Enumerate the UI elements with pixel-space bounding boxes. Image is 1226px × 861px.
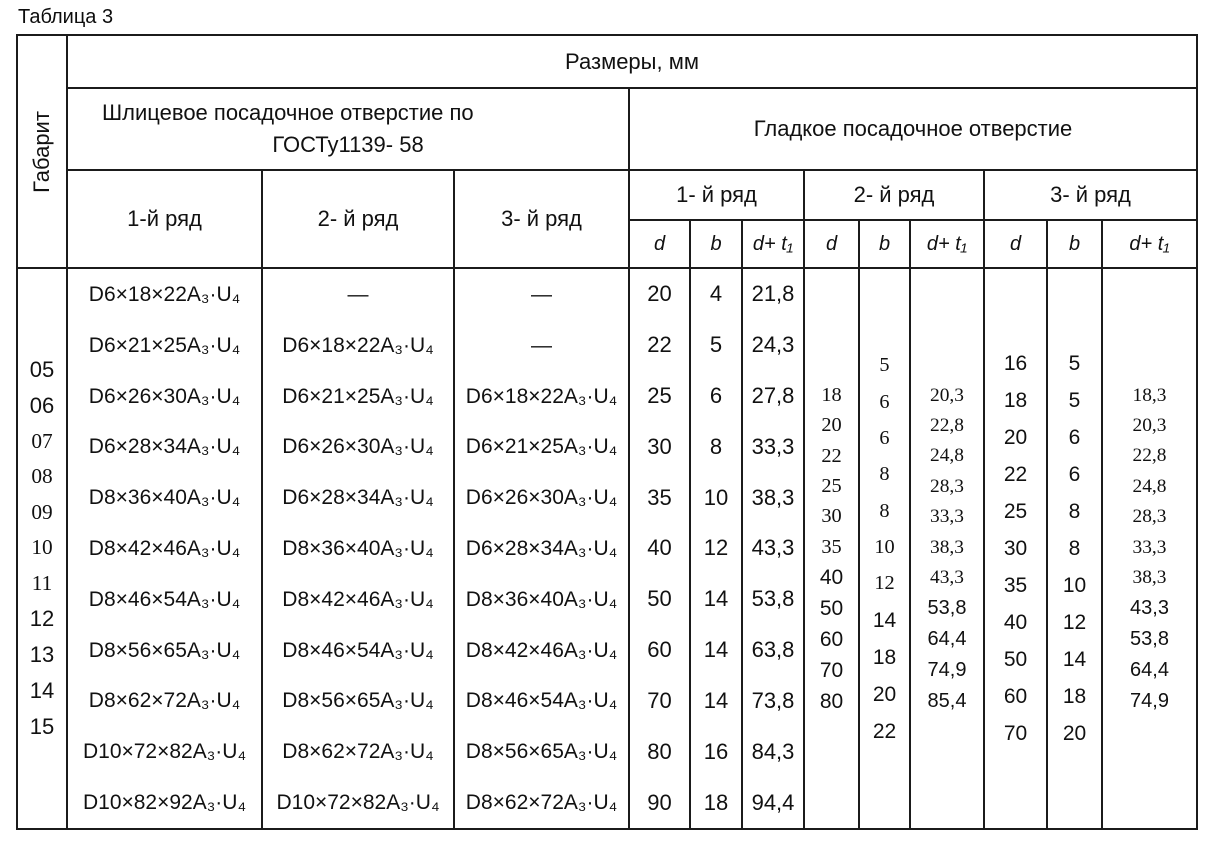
gabarit-label: Габарит xyxy=(29,110,55,193)
b-value: 18 xyxy=(1062,685,1087,708)
b-value: 5 xyxy=(879,354,890,377)
b-value: 20 xyxy=(872,682,897,706)
spline-designation: D8×42×46A₃·U₄ xyxy=(282,587,434,611)
dt-value: 73,8 xyxy=(751,687,795,713)
spline-designation: D8×42×46A₃·U₄ xyxy=(465,638,618,662)
smooth3-b-header: b xyxy=(1048,221,1103,269)
dt-value: 24,8 xyxy=(930,445,964,467)
dt-value: 53,8 xyxy=(927,597,967,620)
gabarit-value: 15 xyxy=(29,713,55,739)
spline-designation: D6×21×25A₃·U₄ xyxy=(465,435,618,459)
gabarit-value: 10 xyxy=(31,535,53,560)
d-value: 35 xyxy=(647,484,672,510)
dt-value: 94,4 xyxy=(751,789,795,815)
dt-value: 63,8 xyxy=(751,637,795,663)
spline-designation: D8×62×72A₃·U₄ xyxy=(282,740,434,764)
dt-value: 20,3 xyxy=(1132,414,1167,436)
smooth-section-title: Гладкое посадочное отверстие xyxy=(630,89,1196,171)
d-value: 18 xyxy=(821,383,842,406)
dt-value: 38,3 xyxy=(930,536,964,558)
smooth3-dt-header: d+ t₁ xyxy=(1103,221,1196,269)
spline-row2-header: 2- й ряд xyxy=(263,171,455,269)
dt-value: 64,4 xyxy=(1130,659,1169,682)
smooth1-d-header: d xyxy=(630,221,691,269)
b-value: 10 xyxy=(874,536,895,559)
dt-value: 74,9 xyxy=(1130,690,1169,713)
dt-value: 24,3 xyxy=(751,332,795,358)
b-value: 10 xyxy=(703,484,729,510)
smooth1-b-list xyxy=(691,269,743,828)
b-value: 14 xyxy=(872,608,897,632)
d-value: 20 xyxy=(647,281,672,307)
smooth1-dt-header: d+ t₁ xyxy=(743,221,805,269)
gabarit-value: 06 xyxy=(29,393,55,419)
b-value: 6 xyxy=(879,390,890,413)
spline-designation: D6×28×34A₃·U₄ xyxy=(465,536,618,560)
d-value: 35 xyxy=(1003,574,1028,597)
b-value: 14 xyxy=(1062,648,1087,671)
b-value: 6 xyxy=(879,426,890,449)
smooth1-d-list xyxy=(630,269,691,828)
gabarit-value: 12 xyxy=(29,605,55,631)
gabarit-value: 11 xyxy=(31,570,53,595)
b-value: 14 xyxy=(703,687,729,713)
spline-designation: — xyxy=(531,333,552,357)
dt-value: 22,8 xyxy=(930,414,964,436)
spline-row1-header: 1-й ряд xyxy=(68,171,263,269)
spline-designation: D8×46×54A₃·U₄ xyxy=(465,689,618,713)
d-value: 60 xyxy=(1003,685,1028,708)
d-value: 20 xyxy=(821,414,842,437)
spline-designation: D8×36×40A₃·U₄ xyxy=(88,486,241,510)
spline-designation: D6×28×34A₃·U₄ xyxy=(282,486,434,510)
spline-title-line1: Шлицевое посадочное отверстие по xyxy=(102,100,474,125)
spline-designation: D6×21×25A₃·U₄ xyxy=(282,384,434,408)
spline-designation: D8×46×54A₃·U₄ xyxy=(88,587,241,611)
dt-value: 22,8 xyxy=(1132,445,1167,467)
spline-row1-list xyxy=(68,269,263,828)
spline-row3-list xyxy=(455,269,630,828)
gabarit-value: 14 xyxy=(29,677,55,703)
spline-designation: D6×28×34A₃·U₄ xyxy=(88,435,241,459)
dt-value: 33,3 xyxy=(1132,536,1167,558)
dt-value: 28,3 xyxy=(930,475,964,497)
smooth2-b-list xyxy=(860,269,911,828)
smooth3-d-header: d xyxy=(985,221,1048,269)
d-value: 40 xyxy=(647,535,672,561)
d-value: 30 xyxy=(647,433,672,459)
d-value: 35 xyxy=(821,535,842,558)
d-value: 16 xyxy=(1003,352,1028,375)
spline-designation: D10×82×92A₃·U₄ xyxy=(82,791,247,815)
smooth-row3-header: 3- й ряд xyxy=(985,171,1196,221)
b-value: 12 xyxy=(1062,611,1087,634)
d-value: 90 xyxy=(647,789,672,815)
spline-designation: D6×26×30A₃·U₄ xyxy=(465,486,618,510)
d-value: 30 xyxy=(821,505,842,528)
spline-designation: D10×72×82A₃·U₄ xyxy=(276,791,440,815)
d-value: 25 xyxy=(821,475,842,497)
smooth-row1-header: 1- й ряд xyxy=(630,171,805,221)
spline-designation: D6×21×25A₃·U₄ xyxy=(88,333,241,357)
dt-value: 28,3 xyxy=(1132,506,1167,528)
dt-value: 84,3 xyxy=(751,738,795,764)
spline-designation: D8×36×40A₃·U₄ xyxy=(282,536,434,560)
dt-value: 38,3 xyxy=(1132,567,1167,589)
dt-value: 43,3 xyxy=(930,567,964,589)
d-value: 22 xyxy=(821,444,842,467)
spline-designation: D8×62×72A₃·U₄ xyxy=(465,791,618,815)
d-value: 80 xyxy=(647,738,672,764)
b-value: 8 xyxy=(1068,500,1081,523)
dt-value: 18,3 xyxy=(1132,384,1167,406)
b-value: 4 xyxy=(709,281,723,307)
d-value: 50 xyxy=(647,586,672,612)
b-value: 8 xyxy=(879,499,890,522)
spline-designation: D6×26×30A₃·U₄ xyxy=(88,384,241,408)
dt-value: 64,4 xyxy=(927,628,967,651)
d-value: 70 xyxy=(647,687,672,713)
dt-value: 53,8 xyxy=(751,586,795,612)
d-value: 50 xyxy=(1003,648,1028,671)
b-value: 20 xyxy=(1062,722,1087,745)
b-value: 18 xyxy=(703,789,729,815)
smooth2-b-header: b xyxy=(860,221,911,269)
smooth3-b-list xyxy=(1048,269,1103,828)
gabarit-value: 05 xyxy=(29,357,55,383)
b-value: 6 xyxy=(1068,463,1081,486)
d-value: 70 xyxy=(1003,722,1028,745)
dt-value: 43,3 xyxy=(1130,597,1169,620)
spline-designation: D8×56×65A₃·U₄ xyxy=(88,638,241,662)
d-value: 40 xyxy=(819,566,844,590)
d-value: 25 xyxy=(1003,500,1028,523)
spline-designation: D8×46×54A₃·U₄ xyxy=(282,638,434,662)
spline-designation: D8×56×65A₃·U₄ xyxy=(282,689,434,713)
dt-value: 20,3 xyxy=(930,384,964,406)
spline-section-title xyxy=(68,89,630,171)
b-value: 18 xyxy=(872,645,897,669)
smooth1-dt-list xyxy=(743,269,805,828)
gabarit-value: 08 xyxy=(31,464,53,489)
dt-value: 21,8 xyxy=(751,281,795,307)
dt-value: 27,8 xyxy=(751,383,795,409)
b-value: 16 xyxy=(703,738,729,764)
dt-value: 38,3 xyxy=(751,484,795,510)
b-value: 14 xyxy=(703,586,729,612)
dt-value: 33,3 xyxy=(751,433,795,459)
b-value: 6 xyxy=(709,383,723,409)
spline-designation: — xyxy=(347,282,369,306)
b-value: 12 xyxy=(703,535,729,561)
smooth1-b-header: b xyxy=(691,221,743,269)
smooth2-dt-list xyxy=(911,269,985,828)
spline-designation: D6×18×22A₃·U₄ xyxy=(282,333,434,357)
b-value: 14 xyxy=(703,637,729,663)
spline-designation: D8×36×40A₃·U₄ xyxy=(465,587,618,611)
gabarit-value: 13 xyxy=(29,641,55,667)
b-value: 5 xyxy=(1068,389,1081,412)
gabarit-value: 09 xyxy=(31,499,53,524)
d-value: 80 xyxy=(819,690,844,714)
gabarit-header-cell xyxy=(18,36,68,269)
b-value: 5 xyxy=(1068,352,1081,375)
spline-designation: D8×56×65A₃·U₄ xyxy=(465,740,618,764)
smooth-row2-header: 2- й ряд xyxy=(805,171,985,221)
d-value: 30 xyxy=(1003,537,1028,560)
dt-value: 33,3 xyxy=(930,506,964,528)
d-value: 22 xyxy=(1003,463,1028,486)
b-value: 22 xyxy=(872,719,897,743)
spline-designation: D8×62×72A₃·U₄ xyxy=(88,689,241,713)
d-value: 40 xyxy=(1003,611,1028,634)
spline-designation: — xyxy=(531,282,552,306)
b-value: 8 xyxy=(1068,537,1081,560)
d-value: 25 xyxy=(647,383,672,409)
d-value: 50 xyxy=(819,597,844,621)
dt-value: 74,9 xyxy=(927,659,967,682)
spline-designation: D8×42×46A₃·U₄ xyxy=(88,536,241,560)
b-value: 8 xyxy=(879,463,890,486)
spline-designation: D6×18×22A₃·U₄ xyxy=(88,282,241,306)
smooth2-d-header: d xyxy=(805,221,860,269)
spline-row2-list xyxy=(263,269,455,828)
spline-designation: D10×72×82A₃·U₄ xyxy=(82,740,247,764)
spline-title-line2: ГОСТу1139- 58 xyxy=(272,132,424,157)
spline-designation: D6×26×30A₃·U₄ xyxy=(282,435,434,459)
sizes-header: Размеры, мм xyxy=(68,36,1196,89)
b-value: 8 xyxy=(709,433,723,459)
b-value: 6 xyxy=(1068,426,1081,449)
d-value: 70 xyxy=(819,659,844,683)
data-table xyxy=(16,34,1198,830)
smooth2-dt-header: d+ t₁ xyxy=(911,221,985,269)
d-value: 60 xyxy=(819,628,844,652)
smooth3-d-list xyxy=(985,269,1048,828)
b-value: 12 xyxy=(874,572,895,595)
spline-row3-header: 3- й ряд xyxy=(455,171,630,269)
b-value: 10 xyxy=(1062,574,1087,597)
d-value: 60 xyxy=(647,637,672,663)
b-value: 5 xyxy=(709,332,723,358)
dt-value: 24,8 xyxy=(1132,475,1167,497)
gabarit-value: 07 xyxy=(31,429,53,454)
dt-value: 53,8 xyxy=(1130,628,1169,651)
gabarit-values-list xyxy=(18,269,68,828)
smooth2-d-list xyxy=(805,269,860,828)
smooth3-dt-list xyxy=(1103,269,1196,828)
d-value: 22 xyxy=(647,332,672,358)
d-value: 20 xyxy=(1003,426,1028,449)
spline-designation: D6×18×22A₃·U₄ xyxy=(465,384,618,408)
dt-value: 43,3 xyxy=(751,535,795,561)
dt-value: 85,4 xyxy=(927,690,967,713)
d-value: 18 xyxy=(1003,389,1028,412)
page-title: Таблица 3 xyxy=(18,6,114,28)
